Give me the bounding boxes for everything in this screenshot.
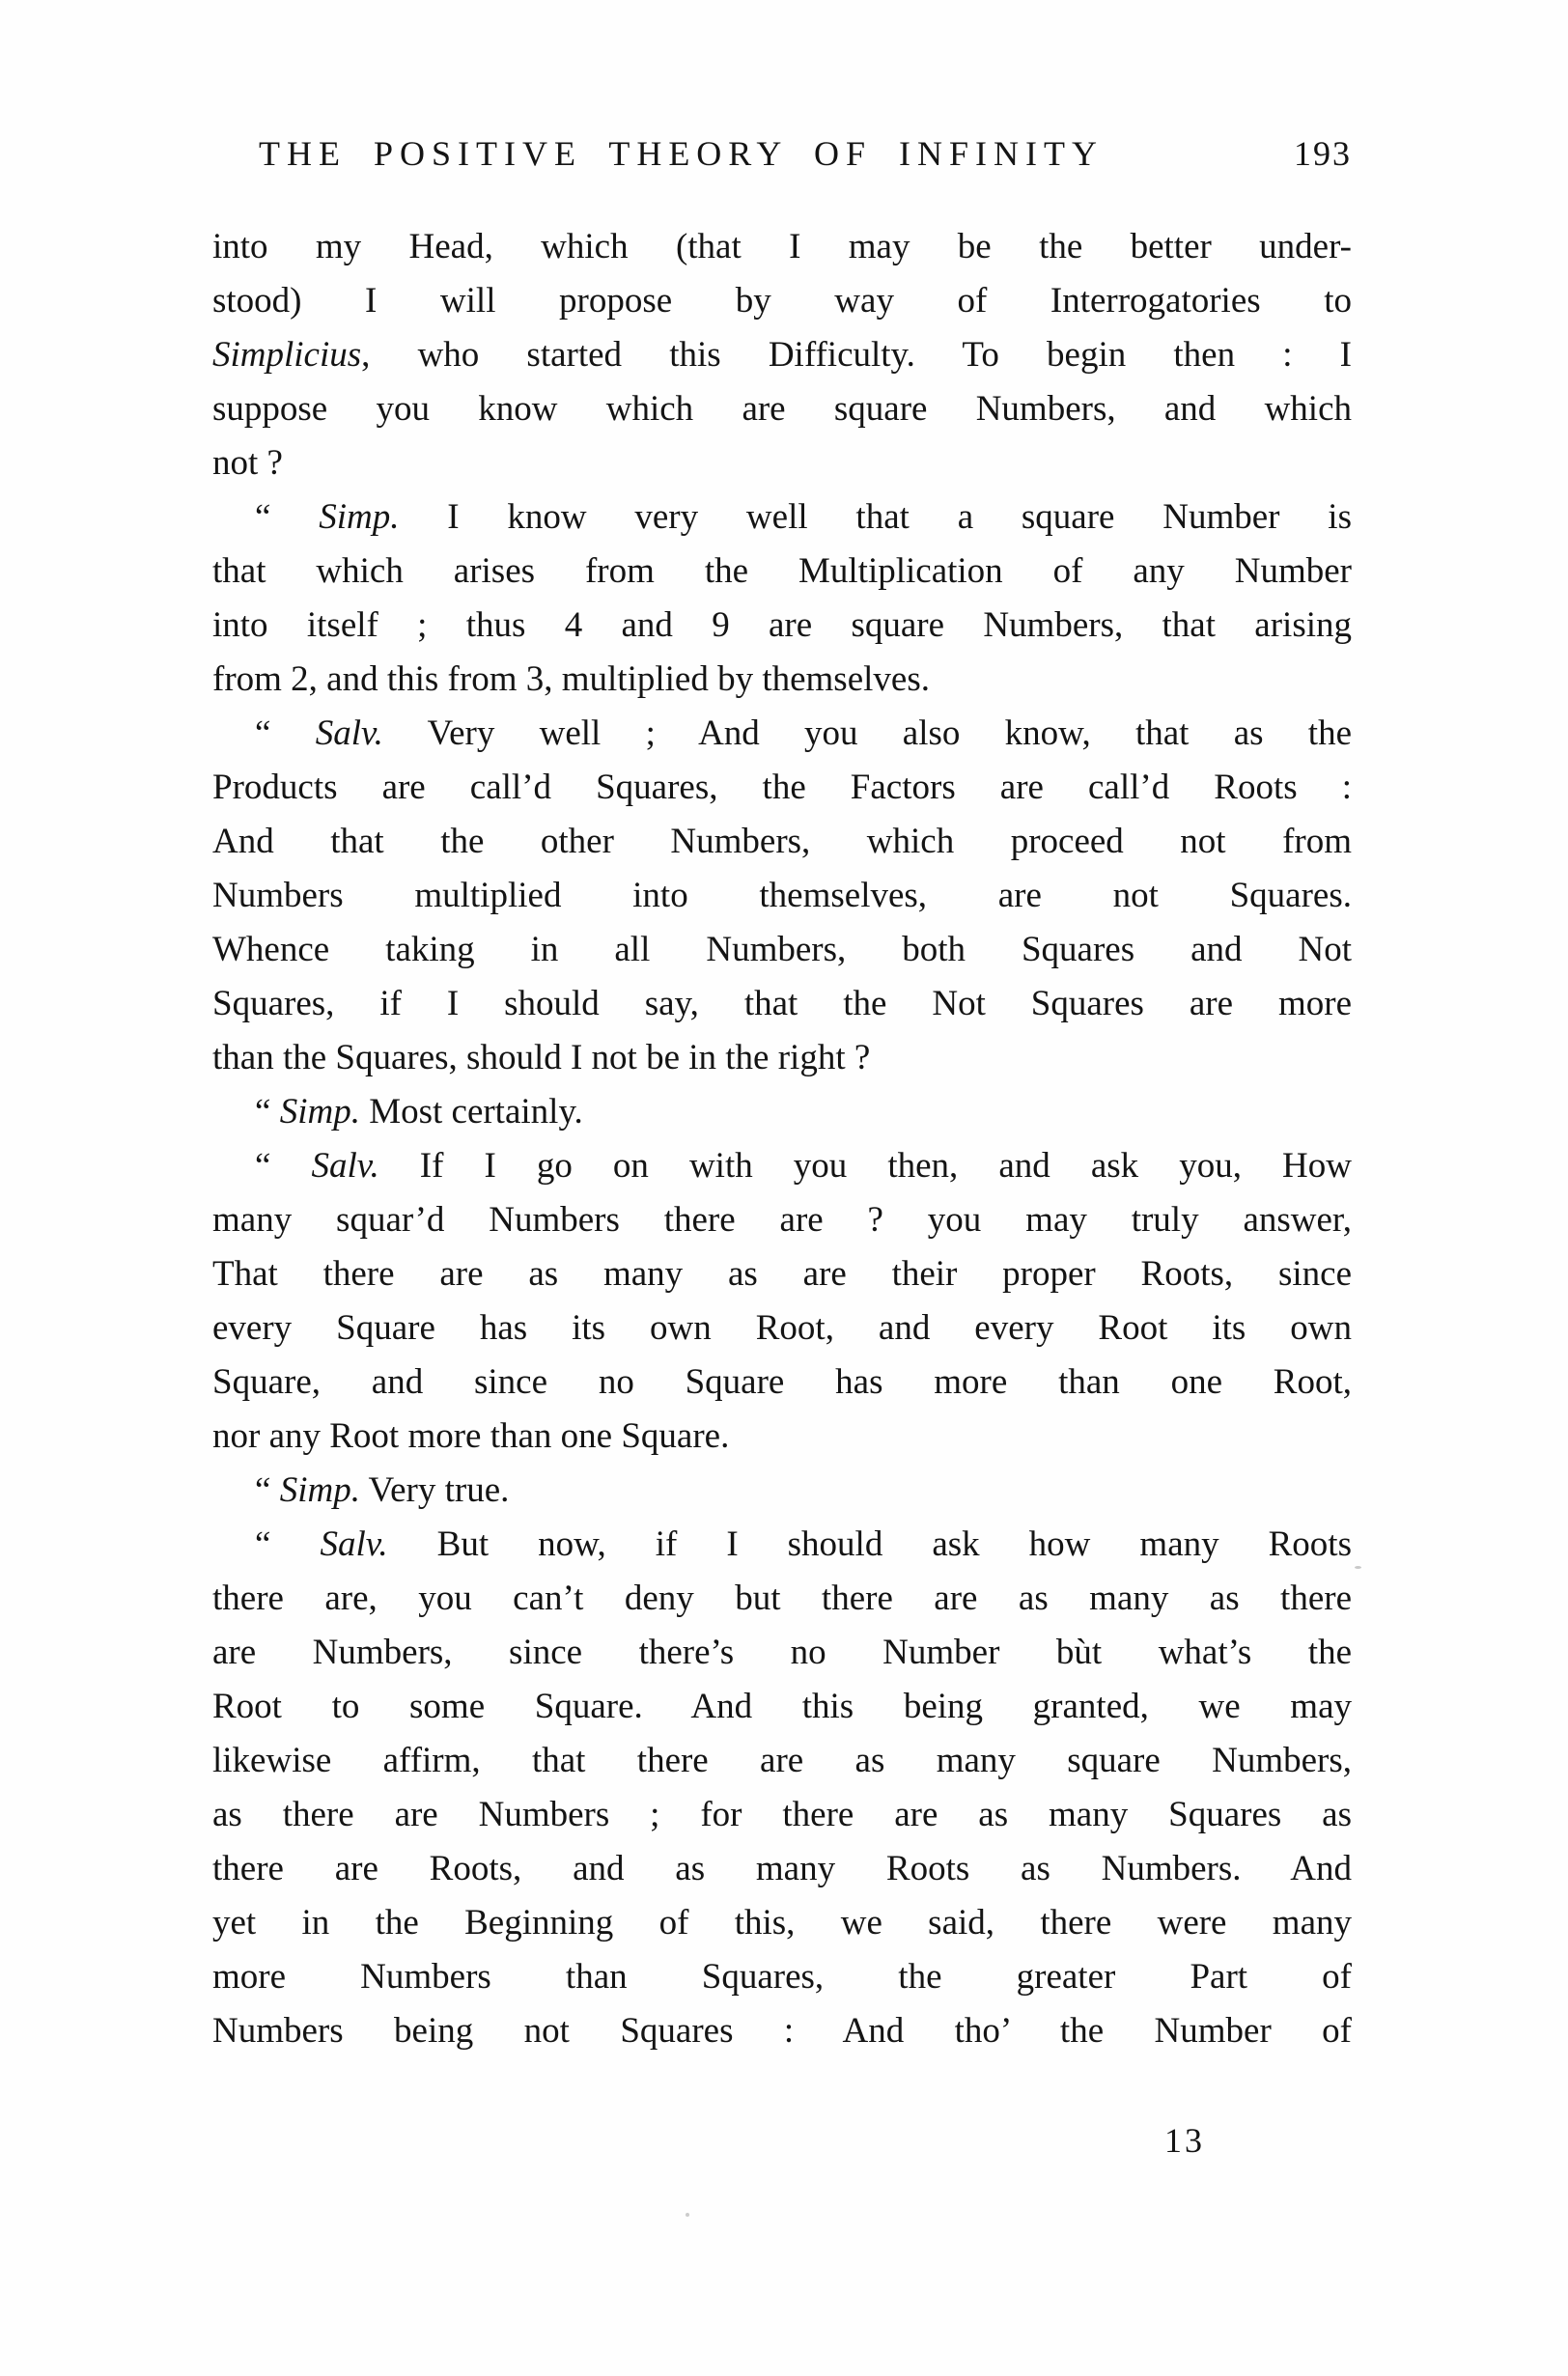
line-text: Very true. [359, 1470, 510, 1510]
scan-speck [1355, 1566, 1361, 1569]
text-line [212, 869, 1352, 923]
speaker-name: Simp. [279, 1092, 360, 1132]
text-line [212, 923, 1352, 977]
line-text: That there are as many as are their proper Roots, since [212, 1254, 1352, 1294]
line-text: Very well ; And you also know, that as the [382, 713, 1352, 753]
text-line [212, 1193, 1352, 1247]
quote-mark: “ [255, 1524, 321, 1564]
line-text: not ? [212, 443, 283, 483]
line-text: likewise affirm, that there are as many square Numbers, [212, 1741, 1352, 1780]
line-text: If I go on with you then, and ask you, How [378, 1146, 1352, 1186]
line-text: than the Squares, should I not be in the right ? [212, 1038, 871, 1077]
line-text: yet in the Beginning of this, we said, there were many [212, 1903, 1352, 1943]
running-header [212, 133, 1352, 174]
line-text: I know very well that a square Number is [399, 497, 1352, 537]
speaker-name: Salv. [315, 713, 383, 753]
line-text: many squar’d Numbers there are ? you may truly answer, [212, 1200, 1352, 1240]
line-text: into my Head, which (that I may be the better under- [212, 227, 1352, 266]
line-text: Root to some Square. And this being granted, we may [212, 1687, 1352, 1726]
line-text: every Square has its own Root, and every Root its own [212, 1308, 1352, 1348]
line-text: more Numbers than Squares, the greater Part of [212, 1957, 1352, 1997]
text-line [212, 545, 1352, 599]
line-text: from 2, and this from 3, multiplied by themselves. [212, 659, 930, 699]
text-line [212, 1085, 1352, 1139]
text-line [212, 436, 1352, 490]
speaker-name: Simp. [319, 497, 400, 537]
text-line [212, 1031, 1352, 1085]
speaker-name: Simplicius [212, 335, 362, 375]
scan-speck [686, 2213, 689, 2217]
page-footer [212, 2120, 1352, 2161]
text-line [212, 328, 1352, 382]
page-body [212, 220, 1352, 2058]
text-line [212, 599, 1352, 653]
line-text: suppose you know which are square Numbers, and which [212, 389, 1352, 429]
text-line [212, 220, 1352, 274]
text-line [212, 1842, 1352, 1896]
text-line [212, 1788, 1352, 1842]
text-line [212, 1626, 1352, 1680]
line-text: into itself ; thus 4 and 9 are square Numbers, that arising [212, 605, 1352, 645]
line-text: , who started this Difficulty. To begin then : I [361, 335, 1352, 375]
quote-mark: “ [255, 1146, 312, 1186]
line-text: stood) I will propose by way of Interrogatories to [212, 281, 1352, 321]
line-text: Squares, if I should say, that the Not Squares are more [212, 984, 1352, 1023]
text-line [212, 761, 1352, 815]
text-line [212, 1301, 1352, 1356]
text-line [212, 1356, 1352, 1410]
line-text: are Numbers, since there’s no Number bùt what’s the [212, 1633, 1352, 1672]
line-text: there are, you can’t deny but there are as many as there [212, 1579, 1352, 1618]
speaker-name: Salv. [320, 1524, 388, 1564]
text-line [212, 1950, 1352, 2004]
line-text: Square, and since no Square has more than one Root, [212, 1362, 1352, 1402]
text-line [212, 1896, 1352, 1950]
line-text: Most certainly. [359, 1092, 583, 1132]
text-line [212, 1734, 1352, 1788]
text-line [212, 653, 1352, 707]
line-text: Numbers being not Squares : And tho’ the Number of [212, 2011, 1352, 2051]
line-text: Numbers multiplied into themselves, are not Squares. [212, 876, 1352, 915]
text-line [212, 1518, 1352, 1572]
text-line [212, 1247, 1352, 1301]
text-line [212, 1139, 1352, 1193]
page-number: 193 [1294, 134, 1352, 173]
speaker-name: Salv. [311, 1146, 379, 1186]
line-text: that which arises from the Multiplication of any Number [212, 551, 1352, 591]
text-line [212, 1572, 1352, 1626]
line-text: And that the other Numbers, which proceed not from [212, 822, 1352, 861]
page-title: THE POSITIVE THEORY OF INFINITY [259, 134, 1104, 173]
text-line [212, 490, 1352, 545]
line-text: But now, if I should ask how many Roots [387, 1524, 1352, 1564]
text-line [212, 382, 1352, 436]
text-line [212, 977, 1352, 1031]
text-line [212, 815, 1352, 869]
text-line [212, 1680, 1352, 1734]
line-text: Whence taking in all Numbers, both Squares and Not [212, 930, 1352, 969]
speaker-name: Simp. [279, 1470, 360, 1510]
text-line [212, 274, 1352, 328]
line-text: there are Roots, and as many Roots as Numbers. And [212, 1849, 1352, 1888]
line-text: Products are call’d Squares, the Factors are call’d Roots : [212, 768, 1352, 807]
line-text: nor any Root more than one Square. [212, 1416, 730, 1456]
quote-mark: “ [255, 1092, 280, 1132]
text-line [212, 2004, 1352, 2058]
text-line [212, 707, 1352, 761]
line-text: as there are Numbers ; for there are as many Squares as [212, 1795, 1352, 1834]
text-line [212, 1410, 1352, 1464]
signature-mark: 13 [1164, 2121, 1205, 2160]
quote-mark: “ [255, 1470, 280, 1510]
quote-mark: “ [255, 713, 316, 753]
text-line [212, 1464, 1352, 1518]
quote-mark: “ [255, 497, 320, 537]
